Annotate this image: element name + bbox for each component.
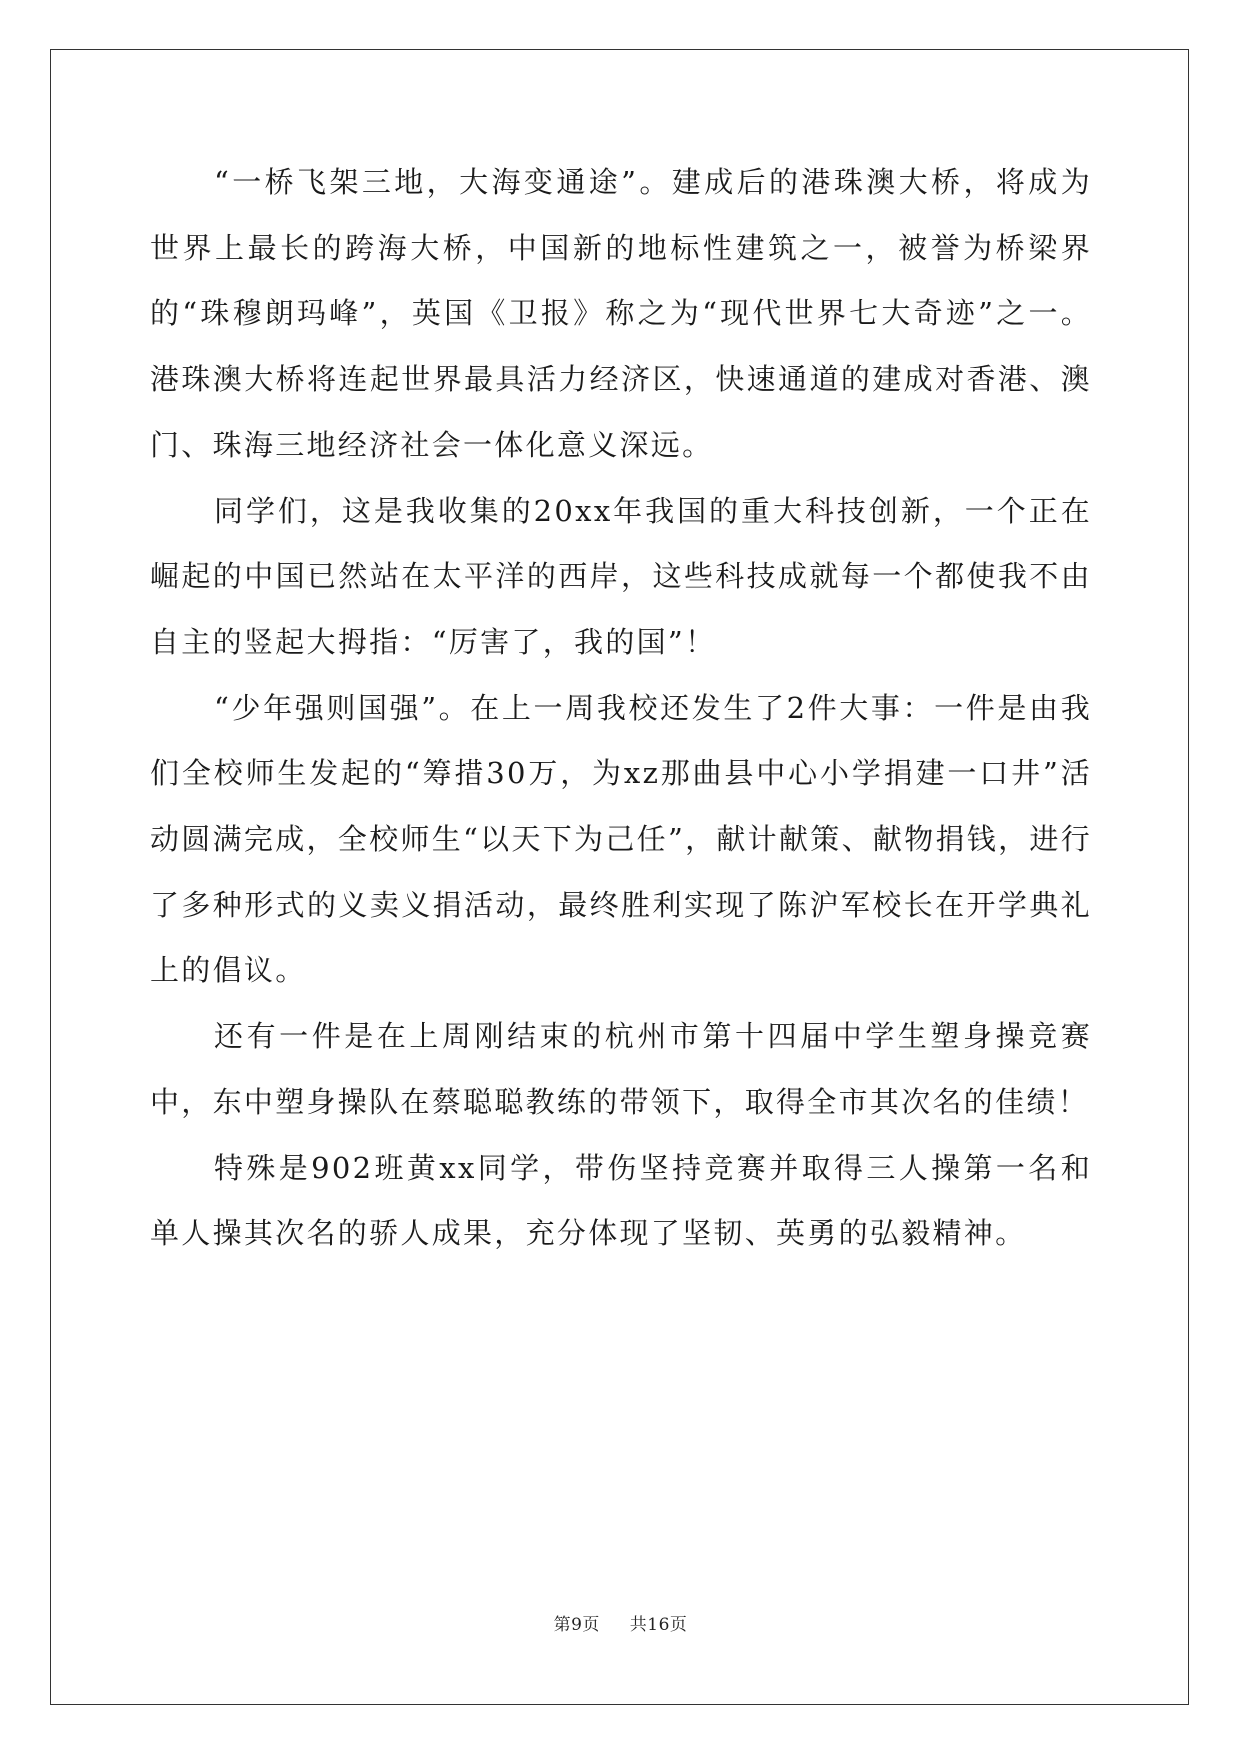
current-page-number: 第9页 xyxy=(553,1615,600,1635)
paragraph-bridge: “一桥飞架三地，大海变通途”。建成后的港珠澳大桥，将成为世界上最长的跨海大桥，中国新的地标性建筑之一，被誉为桥梁界的“珠穆朗玛峰”，英国《卫报》称之为“现代世界七大奇迹”之一。港珠澳大桥将连起世界最具活力经济区，快速通道的建成对香港、澳门、珠海三地经济社会一体化意义深远。 xyxy=(150,165,1092,462)
paragraph-innovation: 同学们，这是我收集的20xx年我国的重大科技创新，一个正在崛起的中国已然站在太平洋的西岸，这些科技成就每一个都使我不由自主的竖起大拇指：“厉害了，我的国”！ xyxy=(150,493,1092,659)
total-page-count: 共16页 xyxy=(629,1615,688,1635)
page-footer xyxy=(0,1610,1241,1635)
paragraph-student-achievement: 特殊是902班黄xx同学，带伤坚持竞赛并取得三人操第一名和单人操其次名的骄人成果，充分体现了坚韧、英勇的弘毅精神。 xyxy=(150,1150,1092,1251)
document-body xyxy=(150,150,1092,1267)
paragraph-school-events: “少年强则国强”。在上一周我校还发生了2件大事：一件是由我们全校师生发起的“筹措30万，为xz那曲县中心小学捐建一口井”活动圆满完成，全校师生“以天下为己任”，献计献策、献物捐钱，进行了多种形式的义卖义捐活动，最终胜利实现了陈沪军校长在开学典礼上的倡议。 xyxy=(150,690,1092,988)
paragraph-competition: 还有一件是在上周刚结束的杭州市第十四届中学生塑身操竞赛中，东中塑身操队在蔡聪聪教练的带领下，取得全市其次名的佳绩！ xyxy=(150,1019,1092,1119)
